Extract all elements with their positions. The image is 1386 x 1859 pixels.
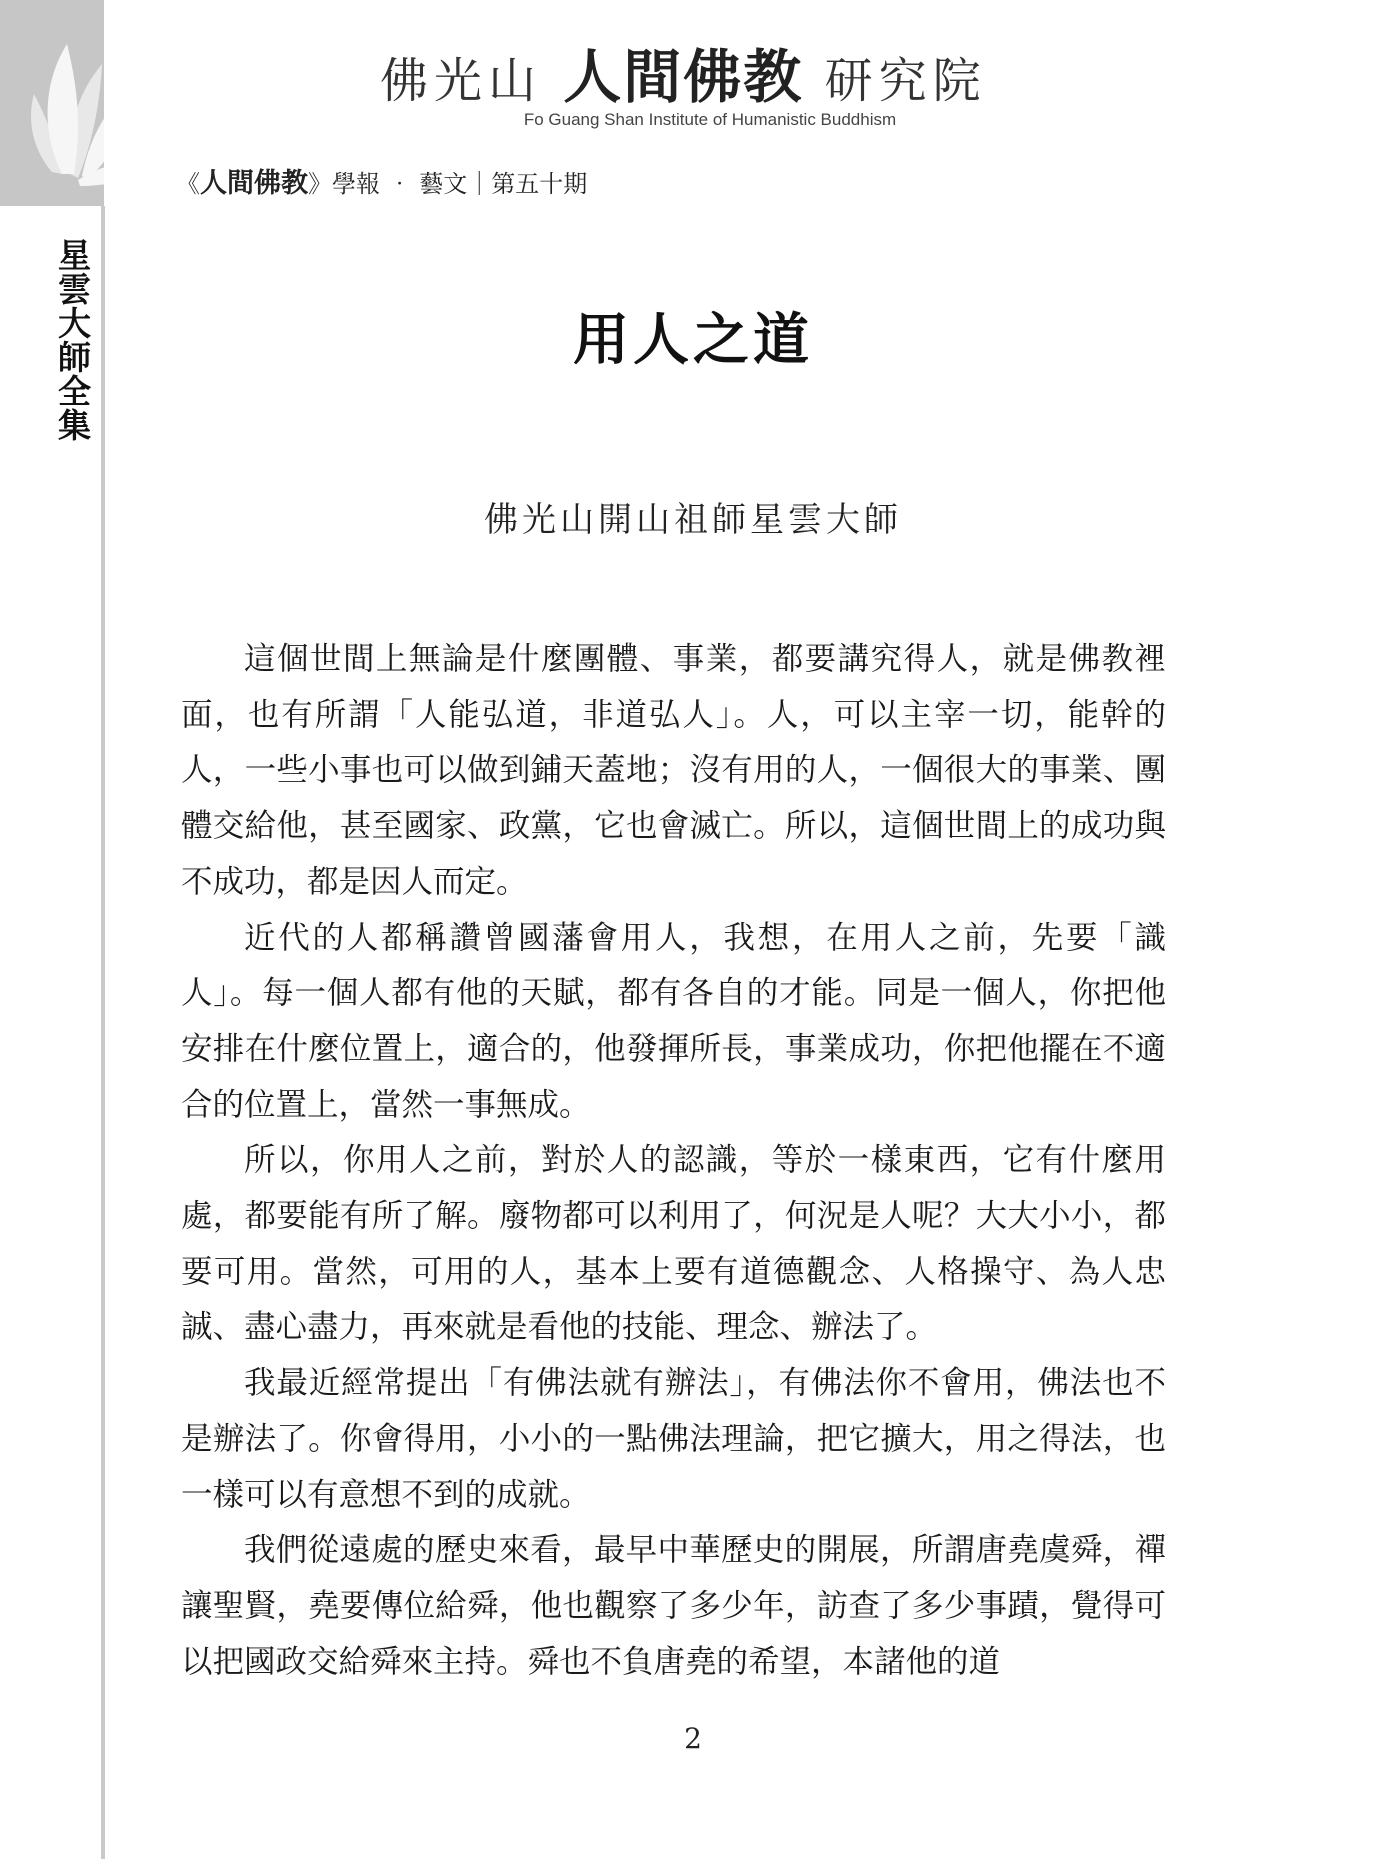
journal-open-bracket: 《 — [176, 170, 200, 198]
institute-prefix: 佛光山 — [380, 53, 543, 109]
institute-english-name: Fo Guang Shan Institute of Humanistic Buddhism — [523, 110, 897, 129]
institute-brand: 人間佛教 — [563, 43, 804, 111]
sidebar-divider — [101, 206, 105, 1859]
series-title: 星雲大師全集 — [53, 238, 92, 442]
article-title: 用人之道 — [573, 307, 813, 373]
journal-issue: 》學報 ‧ 藝文｜第五十期 — [308, 170, 588, 198]
article-body — [181, 632, 1166, 1690]
journal-info — [176, 168, 876, 200]
paragraph: 我們從遠處的歷史來看，最早中華歷史的開展，所謂唐堯虞舜，禪讓聖賢，堯要傳位給舜，他也觀察了多少年，訪查了多少事蹟，覺得可以把國政交給舜來主持。舜也不負唐堯的希望，本諸他的道 — [181, 1532, 1166, 1680]
institute-suffix: 研究院 — [824, 53, 987, 109]
paragraph: 這個世間上無論是什麼團體、事業，都要講究得人，就是佛教裡面，也有所謂「人能弘道，非道弘人」。人，可以主宰一切，能幹的人，一些小事也可以做到鋪天蓋地；沒有用的人，一個很大的事業、團體交給他，甚至國家、政黨，它也會滅亡。所以，這個世間上的成功與不成功，都是因人而定。 — [181, 641, 1166, 900]
article-author: 佛光山開山祖師星雲大師 — [484, 500, 902, 540]
institute-name — [380, 42, 1000, 112]
lotus-logo-icon — [22, 24, 202, 204]
paragraph: 所以，你用人之前，對於人的認識，等於一樣東西，它有什麼用處，都要能有所了解。廢物都可以利用了，何況是人呢？大大小小，都要可用。當然，可用的人，基本上要有道德觀念、人格操守、為人忠誠、盡心盡力，再來就是看他的技能、理念、辦法了。 — [181, 1142, 1166, 1346]
page-number: 2 — [684, 1722, 702, 1755]
paragraph: 我最近經常提出「有佛法就有辦法」，有佛法你不會用，佛法也不是辦法了。你會得用，小小的一點佛法理論，把它擴大，用之得法，也一樣可以有意想不到的成就。 — [181, 1365, 1166, 1513]
journal-name: 人間佛教 — [200, 168, 308, 199]
paragraph: 近代的人都稱讚曾國藩會用人，我想，在用人之前，先要「識人」。每一個人都有他的天賦，都有各自的才能。同是一個人，你把他安排在什麼位置上，適合的，他發揮所長，事業成功，你把他擺在不適合的位置上，當然一事無成。 — [181, 919, 1166, 1123]
